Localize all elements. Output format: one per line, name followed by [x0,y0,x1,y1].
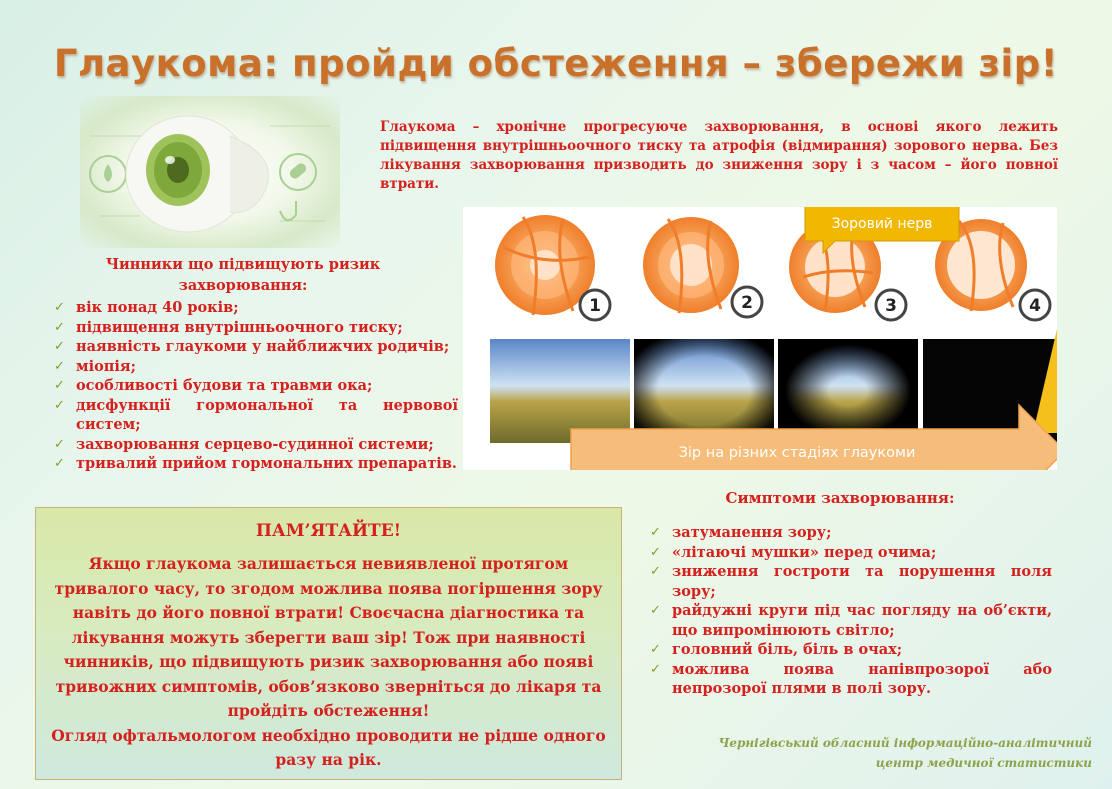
list-item: ✓ «літаючі мушки» перед очима; [650,543,937,561]
eye-icon [80,96,340,248]
list-item: ✓ дисфункції гормональної та нервової систем; [54,396,458,433]
page-title: Глаукома: пройди обстеження – збережи зір! [53,42,1059,85]
list-item: ✓ міопія; [54,357,136,375]
check-icon: ✓ [54,300,65,315]
check-icon: ✓ [650,564,661,579]
optic-disc-2 [643,217,739,313]
footer-organization: Чернігівський обласний інформаційно-аналітичний центр медичної статистики [718,736,1092,770]
check-icon: ✓ [54,456,65,471]
risk-heading: Чинники що підвищують ризик захворювання: [105,256,381,294]
remember-text: Якщо глаукома залишається невиявленої протягом тривалого часу, то згодом можлива поява погіршення зору навіть до його повної втрати! Своєчасна діагностика та лікування можуть зберегти ваш зір! Тож при наявності чинників, що підвищують ризик захворювання або появі тривожних симптомів, обов’язково зверніться до лікаря та пройдіть обстеження! [54,554,603,720]
list-item: ✓ затуманення зору; [650,524,832,541]
check-icon: ✓ [54,436,65,452]
vision-stage-2 [634,339,774,443]
check-icon: ✓ [650,544,661,560]
glaucoma-stages-figure [463,207,1057,470]
eye-illustration [80,96,340,248]
list-item: ✓ райдужні круги під час погляду на об’єкти, що випромінюють світло; [650,602,1052,639]
stage-number-3: 3 [885,296,897,316]
list-item: ✓ підвищення внутрішньоочного тиску; [54,318,403,336]
vision-stage-1 [490,339,630,443]
stage-number-2: 2 [741,293,753,313]
list-item: ✓ головний біль, біль в очах; [650,641,903,658]
intro-text: Глаукома – хронічне прогресуюче захворювання, в основі якого лежить підвищення внутрішньоочного тиску та атрофія (відмирання) зорового нерва. Без лікування захворювання призводить до зниження зору і з часом – його повної втрати. [380,119,1058,192]
check-icon: ✓ [54,397,65,413]
list-item: ✓ особливості будови та травми ока; [54,377,373,394]
stage-number-4: 4 [1029,296,1041,316]
list-item: ✓ тривалий прийом гормональних препаратів. [54,455,457,472]
remember-box [35,507,622,780]
list-item: ✓ вік понад 40 років; [54,299,239,316]
check-icon: ✓ [650,603,661,618]
check-icon: ✓ [54,358,65,374]
check-icon: ✓ [54,319,65,335]
risk-factors-list [52,298,458,474]
check-icon: ✓ [650,642,661,657]
check-icon: ✓ [54,339,65,354]
list-item: ✓ зниження гостроти та порушення поля зору; [650,563,1052,600]
remember-heading: ПАМ’ЯТАЙТЕ! [255,521,402,541]
callout-label: Зоровий нерв [831,216,933,232]
stethoscope-icon [280,201,296,220]
check-icon: ✓ [54,378,65,393]
check-icon: ✓ [650,661,661,677]
remember-text-exam: Огляд офтальмологом необхідно проводити не рідше одного разу на рік. [51,725,606,769]
symptoms-list [648,523,1052,699]
list-item: ✓ захворювання серцево-судинної системи; [54,435,434,453]
check-icon: ✓ [650,525,661,540]
arrow-label: Зір на різних стадіях глаукоми [678,445,916,461]
stage-number-1: 1 [589,296,601,316]
symptoms-heading: Симптоми захворювання: [725,489,955,507]
list-item: ✓ можлива поява напівпрозорої або непрозорої плями в полі зору. [650,660,1052,697]
vision-stage-3 [778,339,918,443]
list-item: ✓ наявність глаукоми у найближчих родичів; [54,338,450,355]
optic-nerve-callout [805,207,959,253]
